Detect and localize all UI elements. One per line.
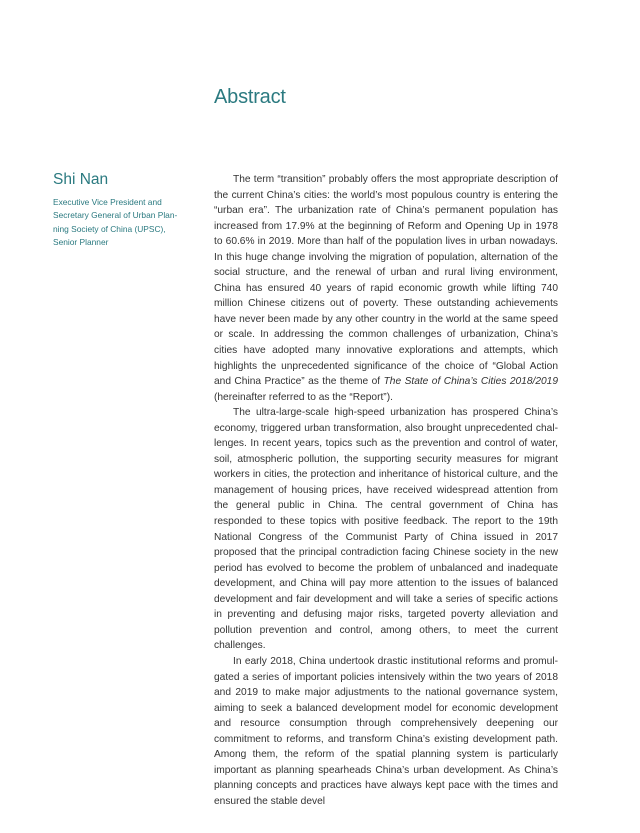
author-role-line: ning Society of China (UPSC), [53, 223, 166, 234]
abstract-paragraph-2 [214, 405, 558, 654]
abstract-body [214, 172, 558, 809]
author-role-line: Senior Planner [53, 236, 109, 247]
page-title: Abstract [214, 86, 286, 108]
paragraph-text: (hereinafter referred to as the “Report”). [214, 391, 393, 403]
paragraph-text: The ultra-large-scale high-speed urbanization has prospered China’s economy, triggered urban transformation, also brought unprecedented challenges. In recent years, topics such as the prevention and control of water, soil, atmospheric pollution, the supporting security measures for migrant workers in cities, the protection and inheritance of historical culture, and the management of housing prices, have received widespread attention from the general public in China. The central government of China has responded to these topics with positive feedback. The report to the 19th National Congress of the Communist Party of China issued in 2017 proposed that the principal contradiction facing Chinese society in the new period has evolved to become the problem of unbalanced and inadequate development, and China will pay more attention to the issues of balanced development and fair development and will take a series of specific actions in preventing and defusing major risks, targeted poverty alleviation and pollution prevention and control, among others, to meet the current challenges. [214, 407, 558, 652]
paragraph-text: The term “transition” probably offers the most appropriate description of the current China’s cities: the world’s most populous country is entering the “urban era”. The urbanization rate of China’s permanent population has increased from 17.9% at the beginning of Reform and Opening Up in 1978 to 60.6% in 2019. More than half of the population lives in urban nowadays. In this huge change involving the migration of population, alternation of the social structure, and the renewal of urban and rural living environment, China has ensured 40 years of rapid economic growth while lifting 740 million Chinese citizens out of poverty. These outstanding achievements have never been made by any other country in the world at the same speed or scale. In addressing the common challenges of urbanization, China’s cities have adopted many innovative explorations and attempts, which highlights the unprecedented significance of the choice of “Global Action and China Practice” as the theme of [214, 174, 558, 388]
report-title-italic: The State of China’s Cities 2018/2019 [383, 376, 558, 388]
author-role [53, 196, 181, 249]
abstract-paragraph-3 [214, 654, 558, 809]
paragraph-text: In early 2018, China undertook drastic institutional reforms and promulgated a series of important policies intensively within the two years of 2018 and 2019 to make major adjustments to the national governance system, aiming to seek a balanced development model for economic development and resource consumption through comprehensively deepening our commitment to reforms, and transform China’s existing development path. Among them, the reform of the spatial planning system is particularly important as planning spearheads China’s urban development. As China’s planning concepts and practices have always kept pace with the times and ensured the stable devel [214, 655, 558, 807]
author-name: Shi Nan [53, 171, 109, 188]
abstract-paragraph-1 [214, 172, 558, 405]
author-role-line: Executive Vice President and [53, 197, 162, 207]
author-role-line: Secretary General of Urban Plan- [53, 210, 178, 221]
author-block [53, 171, 181, 249]
